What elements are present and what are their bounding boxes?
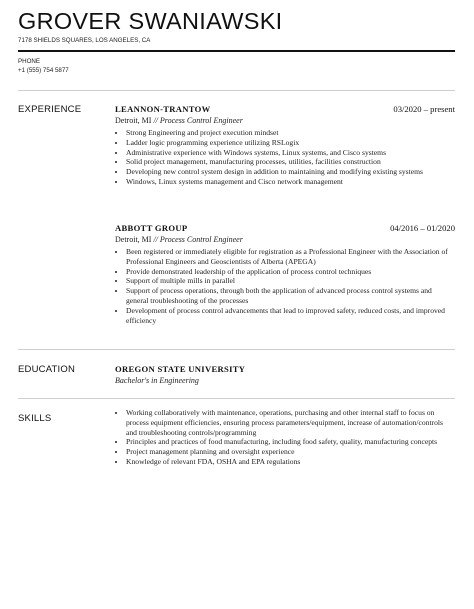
job-location: Detroit, MI — [115, 235, 152, 244]
job-separator: // — [151, 116, 160, 125]
job-bullets — [115, 247, 455, 325]
job-bullet: • Strong Engineering and project execution mindset — [126, 128, 455, 138]
job-company: LEANNON-TRANTOW — [115, 104, 211, 114]
skill-item: • Principles and practices of food manufacturing, including food safety, quality, manufacturing concepts — [126, 437, 455, 447]
phone-number: +1 (555) 754 5877 — [18, 67, 69, 74]
candidate-address: 7178 SHIELDS SQUARES, LOS ANGELES, CA — [18, 37, 151, 44]
phone-label: PHONE — [18, 58, 41, 65]
job-dates: 04/2016 – 01/2020 — [390, 223, 455, 233]
job-dates: 03/2020 – present — [393, 104, 455, 114]
job-location-role — [115, 115, 455, 126]
skill-item: • Project management planning and oversight experience — [126, 447, 455, 457]
job-location-role — [115, 234, 455, 245]
education-entry — [115, 364, 455, 386]
job-bullet: • Ladder logic programming experience utilizing RSLogix — [126, 138, 455, 148]
section-divider — [18, 398, 455, 399]
candidate-name: GROVER SWANIAWSKI — [18, 8, 283, 34]
section-divider — [18, 90, 455, 91]
job-company: ABBOTT GROUP — [115, 223, 188, 233]
section-title-education: EDUCATION — [18, 364, 76, 375]
job-separator: // — [151, 235, 160, 244]
job-entry — [115, 223, 455, 325]
school-name: OREGON STATE UNIVERSITY — [115, 364, 246, 374]
job-location: Detroit, MI — [115, 116, 152, 125]
job-bullet: • Administrative experience with Windows systems, Linux systems, and Cisco systems — [126, 148, 455, 158]
job-bullet: • Developing new control system design in addition to maintaining and modifying existing systems — [126, 167, 455, 177]
degree: Bachelor's in Engineering — [115, 376, 199, 385]
job-role: Process Control Engineer — [159, 116, 243, 125]
section-title-skills: SKILLS — [18, 413, 52, 424]
job-bullet: • Solid project management, manufacturing processes, utilities, facilities construction — [126, 157, 455, 167]
skill-item: • Knowledge of relevant FDA, OSHA and EPA regulations — [126, 457, 455, 467]
section-title-experience: EXPERIENCE — [18, 104, 82, 115]
skills-list — [115, 408, 455, 467]
job-bullet: • Development of process control advancements that lead to improved safety, reduced costs, and improved efficiency — [126, 306, 455, 326]
job-bullet: • Provide demonstrated leadership of the application of process control techniques — [126, 267, 455, 277]
job-bullet: • Been registered or immediately eligible for registration as a Professional Engineer with the Association of Professional Engineers and Geoscientists of Alberta (APEGA) — [126, 247, 455, 267]
job-bullet: • Support of multiple mills in parallel — [126, 276, 455, 286]
skill-item: • Working collaboratively with maintenance, operations, purchasing and other internal staff to focus on process equipment efficiencies, ensuring process parameters/equipment, increase of automation/controls and troubleshooting controls/programming — [126, 408, 455, 437]
section-divider — [18, 349, 455, 350]
header-divider — [18, 50, 455, 52]
job-bullet: • Windows, Linux systems management and Cisco network management — [126, 177, 455, 187]
job-bullet: • Support of process operations, through both the application of advanced process control systems and general troubleshooting of the processes — [126, 286, 455, 306]
job-bullets — [115, 128, 455, 187]
skills-entry — [115, 408, 455, 467]
job-entry — [115, 104, 455, 187]
job-role: Process Control Engineer — [159, 235, 243, 244]
